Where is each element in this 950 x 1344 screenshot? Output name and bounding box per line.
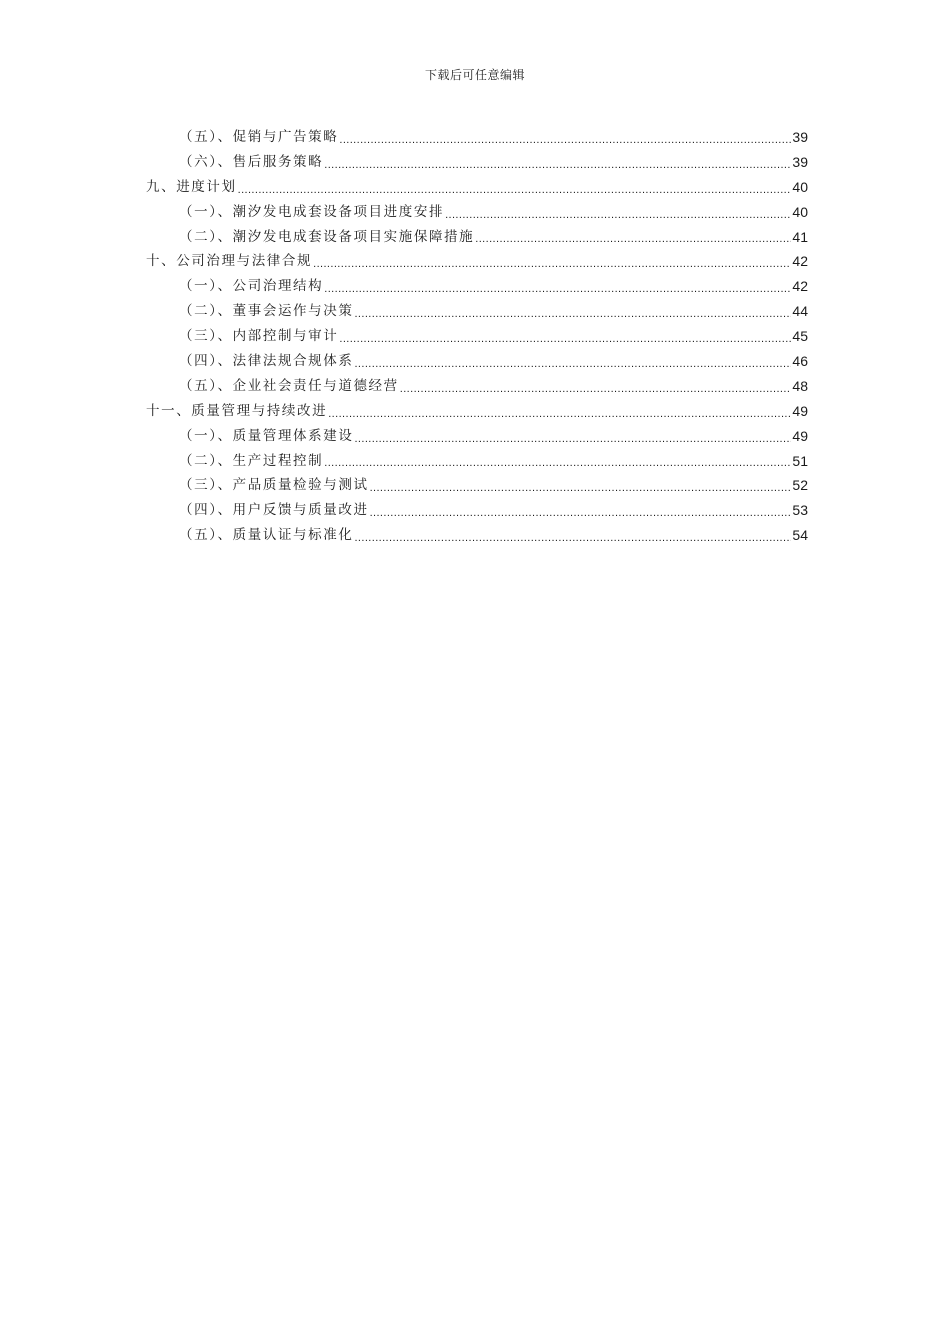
toc-dot-leader xyxy=(445,205,791,225)
toc-entry-label: （一）、质量管理体系建设 xyxy=(179,427,354,444)
toc-entry-label: （五）、促销与广告策略 xyxy=(179,128,339,145)
toc-entry-label: （五）、质量认证与标准化 xyxy=(179,527,354,544)
toc-entry-label: （一）、公司治理结构 xyxy=(179,278,324,295)
toc-dot-leader xyxy=(324,279,791,299)
toc-dot-leader xyxy=(324,155,791,175)
toc-entry-page: 52 xyxy=(792,477,808,494)
toc-entry-label: 十一、质量管理与持续改进 xyxy=(146,402,328,419)
toc-entry-page: 42 xyxy=(792,278,808,295)
toc-entry[interactable] xyxy=(146,473,808,498)
toc-entry[interactable] xyxy=(146,225,808,250)
toc-entry-page: 44 xyxy=(792,303,808,320)
toc-entry[interactable] xyxy=(146,125,808,150)
toc-entry-label: （四）、用户反馈与质量改进 xyxy=(179,502,369,519)
toc-dot-leader xyxy=(354,429,791,449)
toc-entry-page: 39 xyxy=(792,128,808,145)
toc-entry[interactable] xyxy=(146,523,808,548)
toc-entry[interactable] xyxy=(146,424,808,449)
toc-entry-label: （三）、产品质量检验与测试 xyxy=(179,477,369,494)
toc-dot-leader xyxy=(324,453,791,473)
toc-entry[interactable] xyxy=(146,349,808,374)
toc-entry-page: 49 xyxy=(792,427,808,444)
toc-entry[interactable] xyxy=(146,324,808,349)
toc-entry-label: （三）、内部控制与审计 xyxy=(179,328,339,345)
toc-dot-leader xyxy=(370,478,792,498)
toc-entry[interactable] xyxy=(146,200,808,225)
toc-entry[interactable] xyxy=(146,150,808,175)
toc-entry-page: 49 xyxy=(792,402,808,419)
toc-entry[interactable] xyxy=(146,299,808,324)
toc-entry-page: 39 xyxy=(792,153,808,170)
toc-dot-leader xyxy=(339,130,791,150)
toc-entry[interactable] xyxy=(146,498,808,523)
toc-entry-page: 51 xyxy=(792,452,808,469)
toc-chapter-entry[interactable] xyxy=(146,175,808,200)
toc-chapter-entry[interactable] xyxy=(146,249,808,274)
toc-dot-leader xyxy=(354,528,791,548)
toc-entry-page: 41 xyxy=(792,228,808,245)
table-of-contents xyxy=(146,125,808,548)
toc-entry-label: （四）、法律法规合规体系 xyxy=(179,353,354,369)
toc-entry[interactable] xyxy=(146,449,808,474)
toc-entry-page: 42 xyxy=(792,253,808,270)
toc-dot-leader xyxy=(328,404,791,424)
toc-entry-page: 46 xyxy=(792,353,808,369)
toc-entry-page: 40 xyxy=(792,203,808,220)
toc-dot-leader xyxy=(354,304,791,324)
toc-dot-leader xyxy=(400,379,792,399)
toc-dot-leader xyxy=(313,254,791,274)
page-header: 下载后可任意编辑 xyxy=(424,68,525,82)
toc-dot-leader xyxy=(370,503,792,523)
toc-dot-leader xyxy=(238,180,792,200)
toc-entry-page: 53 xyxy=(792,502,808,519)
toc-entry-label: （六）、售后服务策略 xyxy=(179,153,324,170)
toc-entry-label: 十、公司治理与法律合规 xyxy=(146,253,313,270)
toc-entry-page: 54 xyxy=(792,527,808,544)
toc-entry-label: （五）、企业社会责任与道德经营 xyxy=(179,377,399,394)
toc-entry-label: （二）、潮汐发电成套设备项目实施保障措施 xyxy=(179,228,475,245)
toc-entry-label: 九、进度计划 xyxy=(146,178,237,195)
toc-dot-leader xyxy=(475,229,791,249)
toc-entry-label: （一）、潮汐发电成套设备项目进度安排 xyxy=(179,203,445,220)
toc-dot-leader xyxy=(354,354,791,374)
toc-entry-label: （二）、董事会运作与决策 xyxy=(179,303,354,320)
toc-entry-page: 45 xyxy=(792,328,808,345)
toc-dot-leader xyxy=(339,329,791,349)
toc-entry[interactable] xyxy=(146,374,808,399)
toc-entry[interactable] xyxy=(146,274,808,299)
toc-entry-label: （二）、生产过程控制 xyxy=(179,452,324,469)
toc-entry-page: 48 xyxy=(792,377,808,394)
toc-chapter-entry[interactable] xyxy=(146,399,808,424)
toc-entry-page: 40 xyxy=(792,178,808,195)
